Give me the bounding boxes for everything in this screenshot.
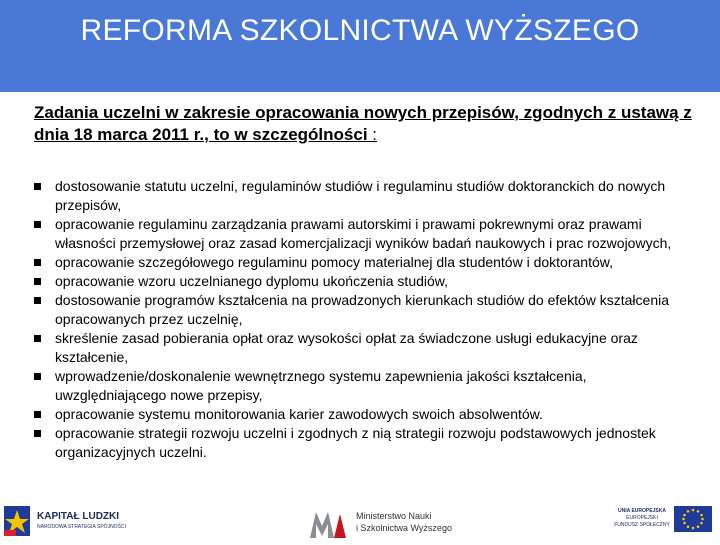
list-item [34,424,694,462]
ministry-line1: Ministerstwo Nauki [356,511,432,521]
kapital-ludzki-name: KAPITAŁ LUDZKI [37,511,120,522]
intro-text: Zadania uczelni w zakresie opracowania nowych przepisów, zgodnych z ustawą z dnia 18 marca 2011 r., to w szczególności [34,103,692,144]
kapital-ludzki-star-icon [4,500,34,540]
ministry-emblem-icon [308,508,348,540]
eu-logo [610,504,718,538]
ministry-name [356,510,452,534]
slide-title: REFORMA SZKOLNICTWA WYŻSZEGO [80,14,640,47]
square-bullet-icon [34,297,41,304]
list-item-text: dostosowanie programów kształcenia na prowadzonych kierunkach studiów do efektów kształcenia opracowanych przez uczelnię, [55,292,669,327]
square-bullet-icon [34,335,41,342]
list-item [34,177,694,215]
list-item-text: opracowanie wzoru uczelnianego dyplomu ukończenia studiów, [55,273,449,289]
ministry-line2: i Szkolnictwa Wyższego [356,523,452,533]
list-item [34,272,694,291]
list-item-text: opracowanie regulaminu zarządzania prawami autorskimi i prawami pokrewnymi oraz prawami własności przemysłowej oraz zasad komercjalizacji wyników badań naukowych i prac rozwojowych, [55,216,672,251]
eu-flag-icon [674,506,712,532]
list-item-text: skreślenie zasad pobierania opłat oraz wysokości opłat za świadczone usługi edukacyjne oraz kształcenie, [55,330,638,365]
eu-line2: EUROPEJSKI [626,515,658,521]
list-item [34,329,694,367]
intro-colon: : [367,125,377,144]
eu-line1: UNIA EUROPEJSKA [618,508,666,514]
square-bullet-icon [34,430,41,437]
list-item-text: opracowanie systemu monitorowania karier zawodowych swoich absolwentów. [55,406,543,422]
square-bullet-icon [34,373,41,380]
eu-text [614,508,670,529]
square-bullet-icon [34,278,41,285]
list-item-text: opracowanie strategii rozwoju uczelni i zgodnych z nią strategii rozwoju podstawowych jednostek organizacyjnych uczelni. [55,425,656,460]
list-item-text: dostosowanie statutu uczelni, regulaminów studiów i regulaminu studiów doktoranckich do nowych przepisów, [55,178,666,213]
list-item [34,253,694,272]
list-item-text: opracowanie szczegółowego regulaminu pomocy materialnej dla studentów i doktorantów, [55,254,613,270]
list-item [34,291,694,329]
task-list [34,177,694,462]
kapital-ludzki-subtitle: NARODOWA STRATEGIA SPÓJNOŚCI [37,524,126,530]
square-bullet-icon [34,183,41,190]
list-item [34,367,694,405]
square-bullet-icon [34,411,41,418]
square-bullet-icon [34,259,41,266]
eu-line3: FUNDUSZ SPOŁECZNY [614,522,670,528]
logo-footer [0,500,720,540]
ministry-logo [308,508,458,540]
list-item-text: wprowadzenie/doskonalenie wewnętrznego systemu zapewnienia jakości kształcenia, uwzględniającego nowe przepisy, [55,368,587,403]
intro-heading [34,102,694,146]
list-item [34,405,694,424]
slide-header [0,0,720,92]
kapital-ludzki-logo [4,500,144,540]
square-bullet-icon [34,221,41,228]
list-item [34,215,694,253]
